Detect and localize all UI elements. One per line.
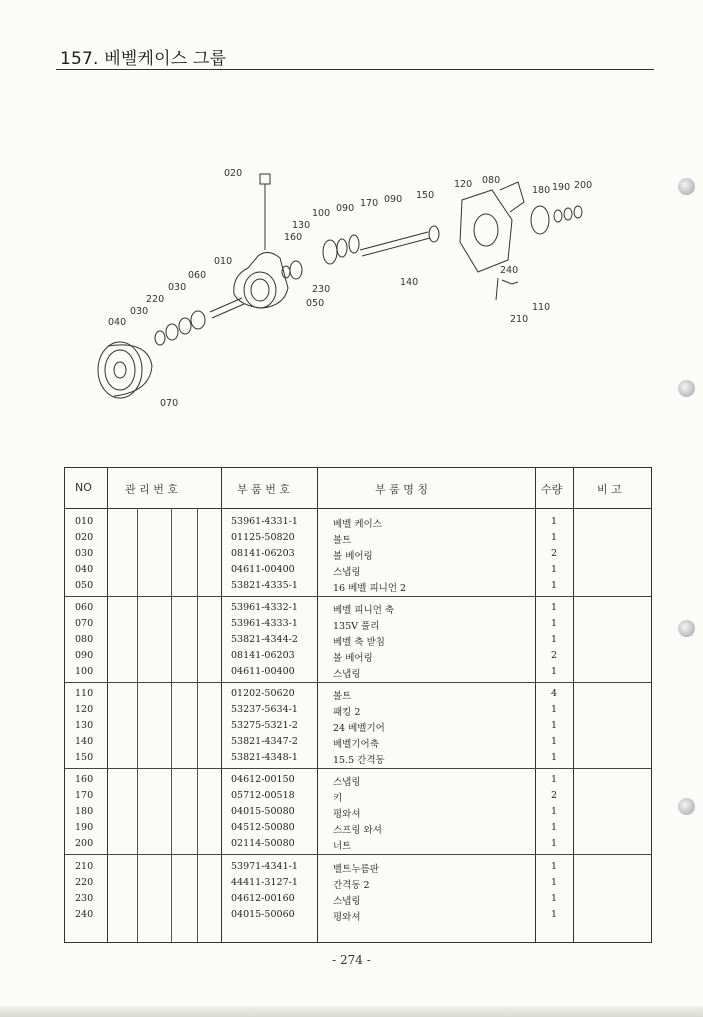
cell-part-name: 키 <box>333 793 343 804</box>
callout-label: 190 <box>552 182 571 193</box>
table-row <box>65 892 651 908</box>
header-part-no: 부 품 번 호 <box>237 483 290 496</box>
cell-part-no: 53821-4347-2 <box>231 736 298 747</box>
callout-label: 110 <box>532 302 551 313</box>
table-row <box>65 665 651 681</box>
cell-part-no: 04512-50080 <box>231 822 295 833</box>
cell-no: 110 <box>75 688 94 699</box>
cell-part-no: 04612-00160 <box>231 893 295 904</box>
table-row <box>65 821 651 837</box>
cell-no: 100 <box>75 666 94 677</box>
callout-label: 090 <box>336 203 355 214</box>
cell-part-name: 베벨 케이스 <box>333 519 382 530</box>
cell-part-no: 08141-06203 <box>231 548 295 559</box>
cell-qty: 1 <box>551 861 558 872</box>
table-row <box>65 703 651 719</box>
callout-label: 140 <box>400 277 419 288</box>
cell-qty: 1 <box>551 752 558 763</box>
cell-part-name: 패킹 2 <box>333 707 361 718</box>
cell-part-name: 베벨 피니언 축 <box>333 605 395 616</box>
cell-qty: 1 <box>551 720 558 731</box>
cell-qty: 1 <box>551 736 558 747</box>
table-row <box>65 805 651 821</box>
cell-qty: 1 <box>551 822 558 833</box>
cell-part-name: 베벨 축 받침 <box>333 637 385 648</box>
cell-part-no: 01125-50820 <box>231 532 295 543</box>
callout-label: 120 <box>454 179 473 190</box>
cell-no: 080 <box>75 634 94 645</box>
cell-no: 130 <box>75 720 94 731</box>
cell-part-no: 02114-50080 <box>231 838 295 849</box>
cell-part-no: 53961-4331-1 <box>231 516 298 527</box>
cell-part-no: 53961-4333-1 <box>231 618 298 629</box>
cell-part-name: 볼 베어링 <box>333 653 373 664</box>
cell-part-no: 53961-4332-1 <box>231 602 298 613</box>
cell-no: 140 <box>75 736 94 747</box>
cell-no: 150 <box>75 752 94 763</box>
cell-part-name: 135V 풀리 <box>333 621 380 632</box>
table-row <box>65 860 651 876</box>
parts-table <box>64 467 652 943</box>
punch-hole <box>678 178 695 195</box>
cell-qty: 1 <box>551 516 558 527</box>
table-row <box>65 649 651 665</box>
header-qty: 수량 <box>541 483 563 496</box>
callout-label: 180 <box>532 185 551 196</box>
cell-part-name: 간격동 2 <box>333 880 370 891</box>
cell-part-no: 53821-4344-2 <box>231 634 298 645</box>
washer-drawing <box>531 206 549 234</box>
cell-part-no: 53821-4335-1 <box>231 580 298 591</box>
cell-part-name: 볼트 <box>333 691 352 702</box>
gear-shaft-drawing <box>360 232 430 256</box>
cell-no: 010 <box>75 516 94 527</box>
cell-part-name: 스냅링 <box>333 896 361 907</box>
cell-part-no: 08141-06203 <box>231 650 295 661</box>
table-row <box>65 633 651 649</box>
cell-part-no: 53275-5321-2 <box>231 720 298 731</box>
cell-no: 240 <box>75 909 94 920</box>
cell-no: 220 <box>75 877 94 888</box>
cell-qty: 1 <box>551 893 558 904</box>
cell-no: 120 <box>75 704 94 715</box>
cell-part-no: 44411-3127-1 <box>231 877 298 888</box>
cell-no: 170 <box>75 790 94 801</box>
cell-part-name: 볼 베어링 <box>333 551 373 562</box>
callout-label: 070 <box>160 398 179 409</box>
bevel-gear-drawing <box>323 240 337 264</box>
cell-qty: 1 <box>551 602 558 613</box>
cell-qty: 1 <box>551 580 558 591</box>
cell-qty: 1 <box>551 666 558 677</box>
callout-label: 010 <box>214 256 233 267</box>
header-part-name: 부 품 명 칭 <box>375 483 428 496</box>
cell-part-name: 평와셔 <box>333 809 361 820</box>
cell-no: 070 <box>75 618 94 629</box>
cell-part-name: 스냅링 <box>333 567 361 578</box>
cell-part-name: 평와셔 <box>333 912 361 923</box>
cell-qty: 1 <box>551 774 558 785</box>
row-group <box>65 854 651 942</box>
cell-no: 230 <box>75 893 94 904</box>
cell-part-name: 15.5 간격동 <box>333 755 385 766</box>
table-header <box>65 468 651 509</box>
callout-label: 130 <box>292 220 311 231</box>
cell-qty: 1 <box>551 564 558 575</box>
shaft-support-drawing <box>460 190 512 272</box>
callout-label: 060 <box>188 270 207 281</box>
cell-qty: 1 <box>551 877 558 888</box>
cell-part-name: 벨트누름판 <box>333 864 379 875</box>
cell-no: 180 <box>75 806 94 817</box>
cell-qty: 1 <box>551 704 558 715</box>
cell-no: 040 <box>75 564 94 575</box>
exploded-parts-diagram <box>90 160 610 420</box>
cell-part-name: 스냅링 <box>333 669 361 680</box>
callout-label: 100 <box>312 208 331 219</box>
row-group <box>65 682 651 769</box>
header-no: NO <box>75 481 92 494</box>
bevel-case-drawing <box>234 252 288 308</box>
table-row <box>65 773 651 789</box>
cell-qty: 1 <box>551 838 558 849</box>
pinion-shaft-drawing <box>210 298 244 318</box>
callout-label: 170 <box>360 198 379 209</box>
callout-label: 030 <box>168 282 187 293</box>
table-row <box>65 563 651 579</box>
belt-presser-drawing <box>496 278 518 300</box>
cell-part-no: 04611-00400 <box>231 666 295 677</box>
cell-qty: 1 <box>551 806 558 817</box>
cell-part-name: 16 베벨 피니언 2 <box>333 583 407 594</box>
table-row <box>65 579 651 595</box>
cell-qty: 2 <box>551 650 558 661</box>
header-remark: 비 고 <box>597 483 622 496</box>
cell-part-no: 53971-4341-1 <box>231 861 298 872</box>
table-row <box>65 908 651 924</box>
cell-no: 210 <box>75 861 94 872</box>
bearing-drawing <box>191 311 205 329</box>
cell-qty: 2 <box>551 790 558 801</box>
cell-qty: 4 <box>551 688 558 699</box>
row-group <box>65 508 651 597</box>
callout-label: 030 <box>130 306 149 317</box>
cell-no: 030 <box>75 548 94 559</box>
callout-label: 220 <box>146 294 165 305</box>
table-row <box>65 719 651 735</box>
cell-qty: 1 <box>551 618 558 629</box>
callout-label: 090 <box>384 194 403 205</box>
cell-part-name: 스냅링 <box>333 777 361 788</box>
cell-part-no: 04611-00400 <box>231 564 295 575</box>
table-row <box>65 735 651 751</box>
callout-label: 230 <box>312 284 331 295</box>
cell-part-no: 04612-00150 <box>231 774 295 785</box>
table-row <box>65 837 651 853</box>
cell-part-no: 53821-4348-1 <box>231 752 298 763</box>
scan-edge <box>0 1006 703 1017</box>
cell-part-no: 01202-50620 <box>231 688 295 699</box>
table-row <box>65 617 651 633</box>
cell-part-name: 24 베벨기어 <box>333 723 385 734</box>
callout-label: 210 <box>510 314 529 325</box>
table-row <box>65 789 651 805</box>
callout-label: 160 <box>284 232 303 243</box>
cell-part-no: 04015-50080 <box>231 806 295 817</box>
table-row <box>65 751 651 767</box>
cell-part-name: 베벨기어축 <box>333 739 379 750</box>
cell-qty: 2 <box>551 548 558 559</box>
cell-no: 200 <box>75 838 94 849</box>
cell-part-no: 04015-50060 <box>231 909 295 920</box>
punch-hole <box>678 620 695 637</box>
callout-label: 150 <box>416 190 435 201</box>
callout-label: 050 <box>306 298 325 309</box>
cell-no: 160 <box>75 774 94 785</box>
table-row <box>65 601 651 617</box>
cell-no: 090 <box>75 650 94 661</box>
table-row <box>65 876 651 892</box>
table-row <box>65 687 651 703</box>
cell-qty: 1 <box>551 532 558 543</box>
cell-no: 050 <box>75 580 94 591</box>
cell-no: 060 <box>75 602 94 613</box>
table-row <box>65 515 651 531</box>
title-underline <box>56 69 654 70</box>
cell-part-name: 너트 <box>333 841 352 852</box>
row-group <box>65 596 651 683</box>
cell-qty: 1 <box>551 909 558 920</box>
callout-label: 200 <box>574 180 593 191</box>
callout-label: 080 <box>482 175 501 186</box>
row-group <box>65 768 651 855</box>
punch-hole <box>678 798 695 815</box>
page-title: 157. 베벨케이스 그룹 <box>60 49 227 69</box>
header-mgmt-no: 관 리 번 호 <box>125 483 178 496</box>
cell-part-no: 53237-5634-1 <box>231 704 298 715</box>
page-number: - 274 - <box>332 953 371 967</box>
cell-part-no: 05712-00518 <box>231 790 295 801</box>
cell-part-name: 볼트 <box>333 535 352 546</box>
callout-label: 240 <box>500 265 519 276</box>
callout-label: 020 <box>224 168 243 179</box>
table-row <box>65 531 651 547</box>
cell-qty: 1 <box>551 634 558 645</box>
table-row <box>65 547 651 563</box>
cell-no: 190 <box>75 822 94 833</box>
cell-no: 020 <box>75 532 94 543</box>
cell-part-name: 스프링 와셔 <box>333 825 382 836</box>
callout-label: 040 <box>108 317 127 328</box>
punch-hole <box>678 380 695 397</box>
